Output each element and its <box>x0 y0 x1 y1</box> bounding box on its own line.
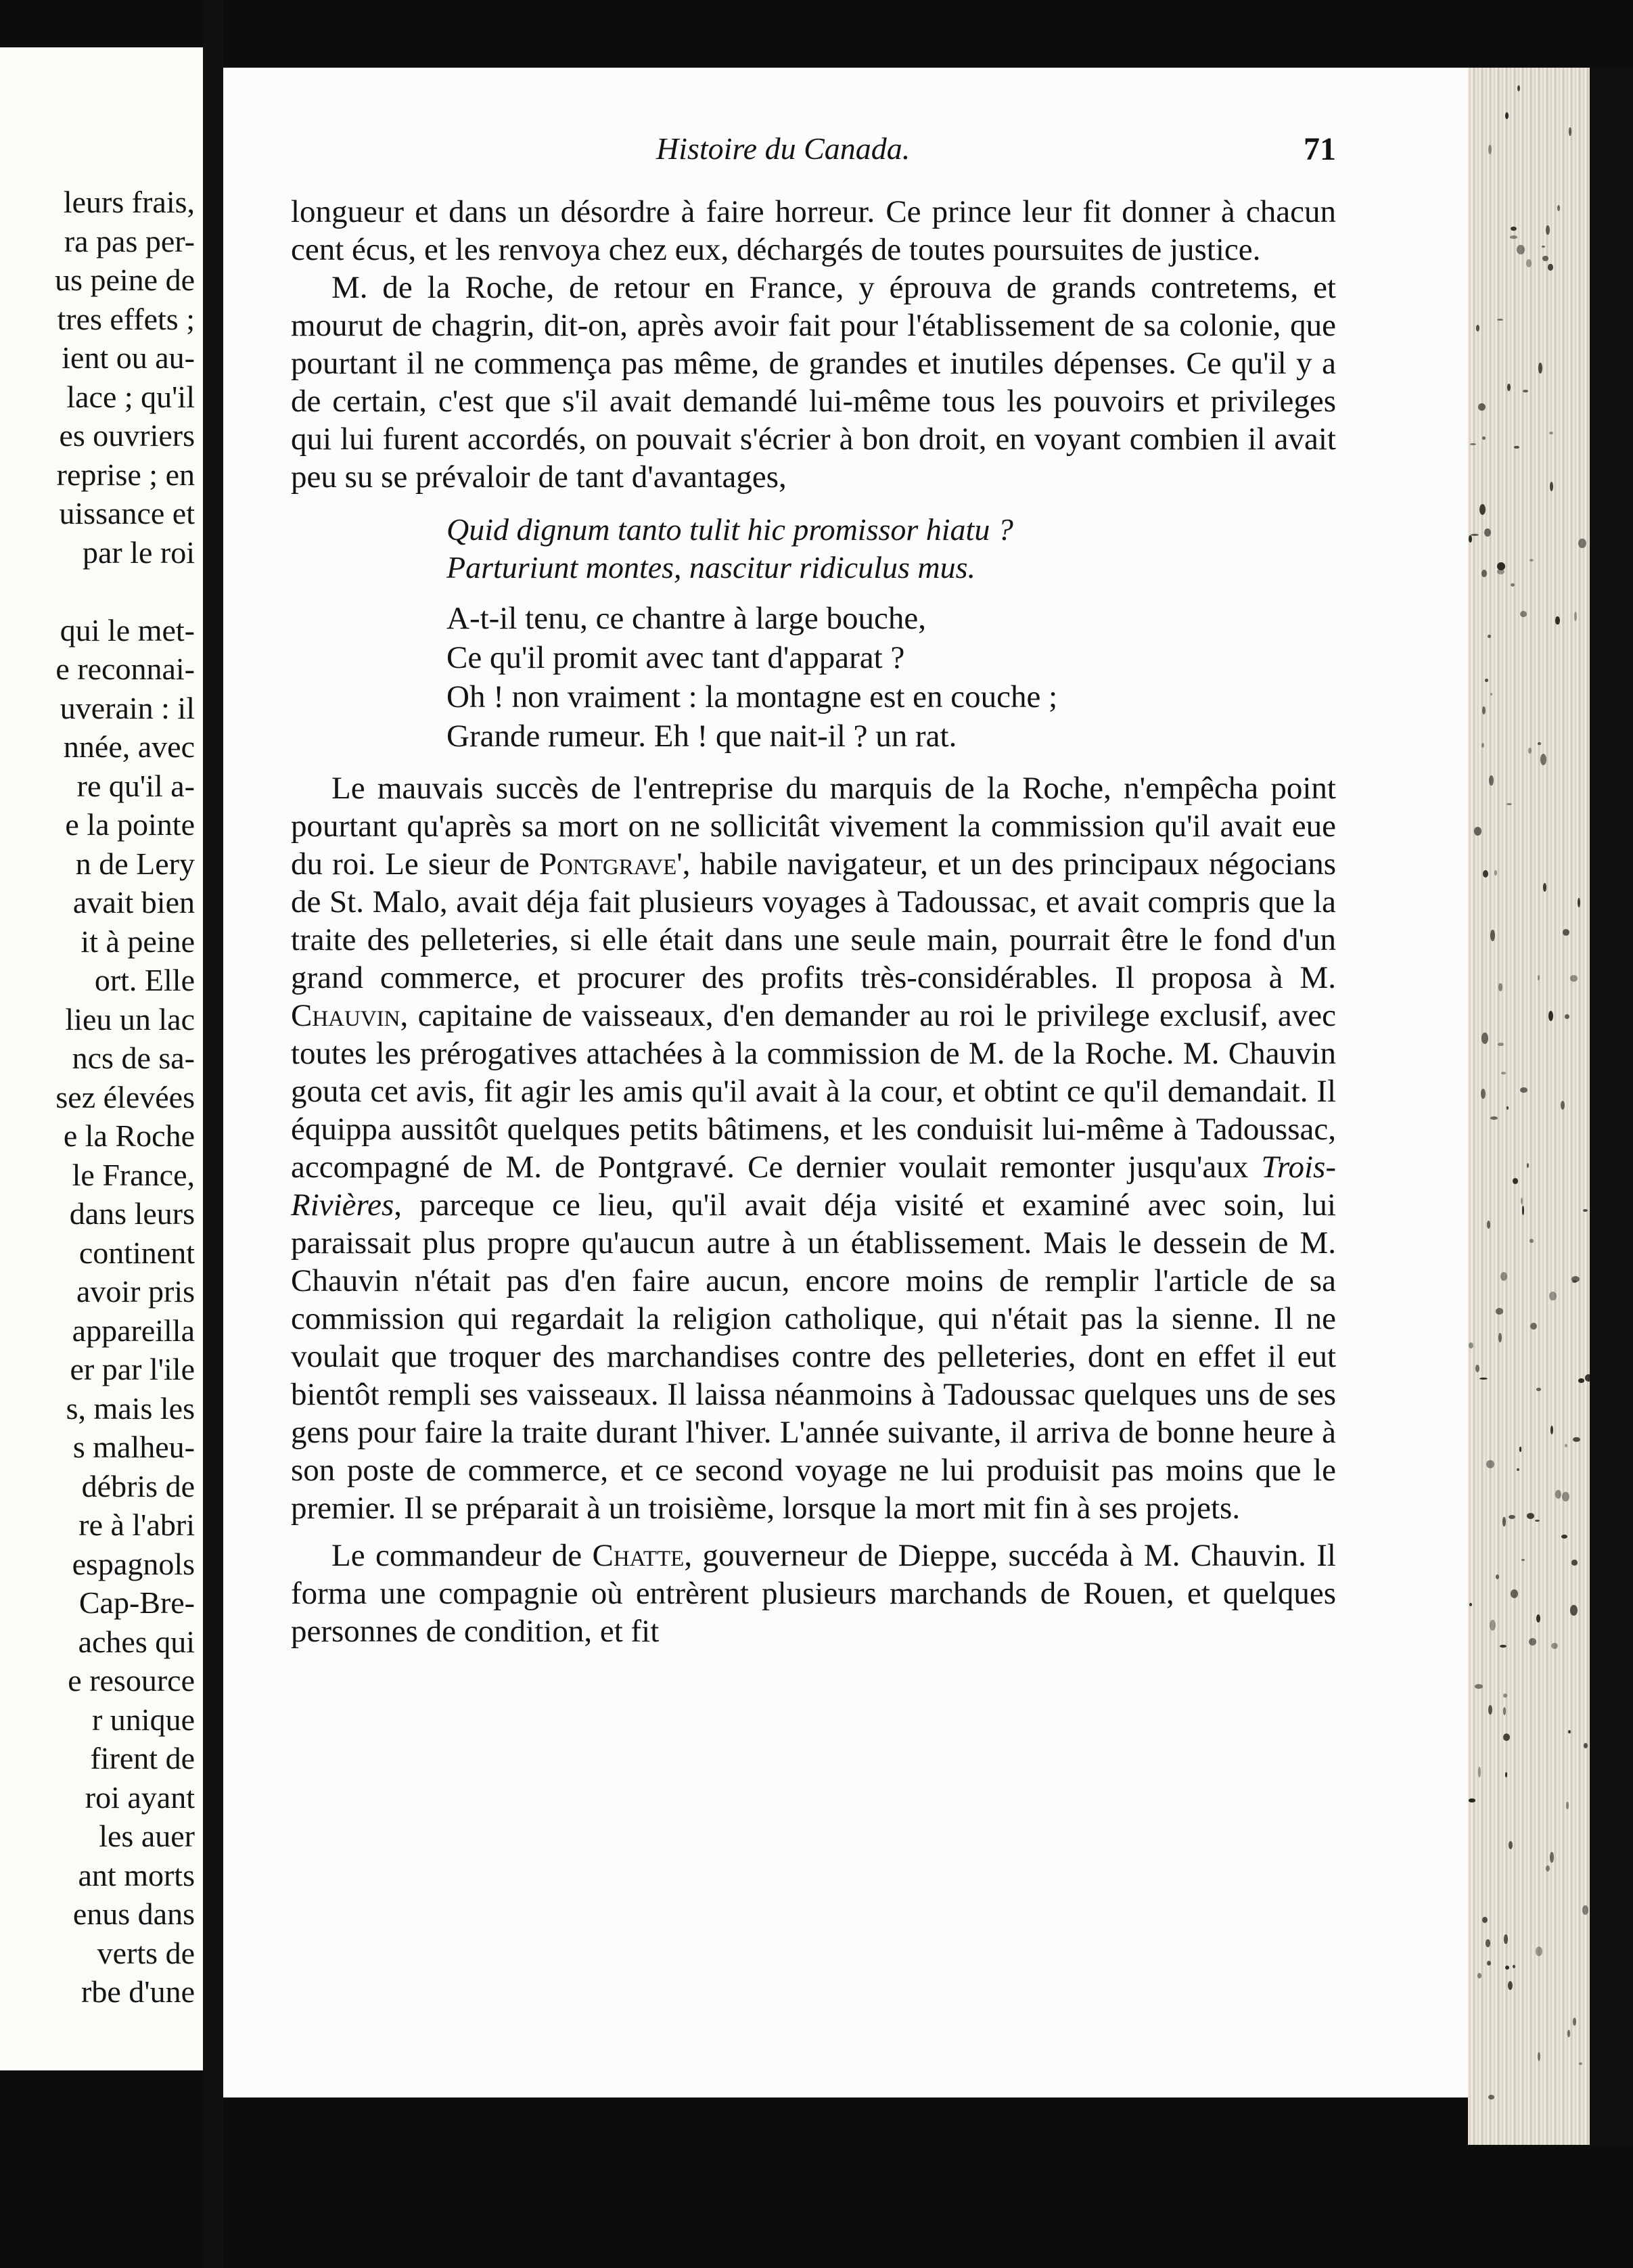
foxing-speck <box>1502 1517 1506 1527</box>
left-page-line: e resource <box>68 1663 195 1698</box>
left-page-line: appareilla <box>72 1313 195 1348</box>
foxing-speck <box>1488 1705 1492 1715</box>
left-page-line: us peine de <box>55 263 195 297</box>
foxing-speck <box>1500 1272 1507 1281</box>
foxing-speck <box>1506 803 1512 805</box>
foxing-speck <box>1536 1388 1541 1391</box>
left-page-line: er par l'ile <box>70 1352 195 1386</box>
main-text <box>291 193 1336 1650</box>
foxing-speck <box>1503 1694 1507 1698</box>
foxing-speck <box>1517 1468 1519 1471</box>
p3-text: , habile navigateur, et un des principaux négocians de St. Malo, avait déja fait plusieurs voyages à Tadoussac, et avait compris que la traite des pelleteries, si elle était dans une seule main, pourrait être le fond d'un grand commerce, et procurer des profits très-considérables. Il proposa à M. <box>291 846 1336 995</box>
foxing-speck <box>1573 1437 1581 1442</box>
foxing-speck <box>1470 443 1476 445</box>
foxing-speck <box>1538 363 1542 373</box>
foxing-speck <box>1498 983 1503 991</box>
page-header <box>291 131 1336 178</box>
paragraph-4 <box>291 1537 1336 1650</box>
foxing-speck <box>1481 743 1484 748</box>
left-page-line: s, mais les <box>66 1390 195 1426</box>
foxing-speck <box>1563 929 1570 936</box>
foxing-speck <box>1503 1733 1510 1741</box>
foxing-speck <box>1508 1981 1513 1990</box>
p4-text: Le commandeur de <box>331 1538 593 1573</box>
foxing-speck <box>1488 2095 1494 2100</box>
paragraph-1: longueur et dans un désordre à faire horreur. Ce prince leur fit donner à chacun cent écus, et les renvoya chez eux, déchargés de toutes poursuites de justice. <box>291 194 1336 267</box>
foxing-speck <box>1505 1966 1509 1970</box>
foxing-speck <box>1527 1163 1530 1168</box>
left-page-line: e reconnai- <box>55 652 195 686</box>
left-page-line: Cap-Bre- <box>78 1585 195 1620</box>
left-page-line: firent de <box>90 1741 195 1775</box>
foxing-speck <box>1555 616 1560 625</box>
foxing-speck <box>1542 256 1548 261</box>
foxing-speck <box>1536 1614 1540 1623</box>
foxing-speck <box>1561 1101 1565 1110</box>
foxing-speck <box>1500 1645 1506 1648</box>
foxing-speck <box>1582 1905 1588 1915</box>
left-page-line: avait bien <box>72 885 195 920</box>
foxing-speck <box>1507 384 1511 391</box>
p3-text: Le mauvais succès de l'entreprise du marquis de la Roche, n'empêcha point pourtant qu'après sa mort on ne sollicitât vivement la commission qu'il avait eue du roi. Le sieur de <box>291 771 1336 882</box>
foxing-speck <box>1481 1033 1488 1044</box>
left-page-line: reprise ; en <box>56 457 195 492</box>
left-page-line: s malheu- <box>72 1430 195 1464</box>
left-page-line: par le roi <box>82 535 195 570</box>
left-page-line: lieu un lac <box>65 1001 195 1037</box>
foxing-speck <box>1490 1620 1496 1631</box>
name-pontgrave: Pontgrave' <box>538 846 683 882</box>
foxing-speck <box>1565 1444 1567 1447</box>
verse-line: Ce qu'il promit avec tant d'apparat ? <box>446 640 905 675</box>
foxing-speck <box>1550 482 1553 491</box>
foxing-speck <box>1481 570 1486 577</box>
left-page-line: ant morts <box>78 1857 195 1892</box>
place-trois-rivieres: Trois-Rivières <box>291 1150 1336 1223</box>
left-page-line: enus dans <box>72 1897 195 1931</box>
foxing-speck <box>1573 2018 1576 2026</box>
foxing-speck <box>1504 1934 1507 1943</box>
foxing-speck <box>1505 1772 1507 1777</box>
p4-text: , gouverneur de Dieppe, succéda à M. Chauvin. Il forma une compagnie où entrèrent plusieurs marchands de Rouen, et quelques personnes de condition, et fit <box>291 1538 1336 1649</box>
foxing-speck <box>1578 1378 1585 1383</box>
foxing-speck <box>1542 246 1544 248</box>
foxing-speck <box>1520 1087 1528 1093</box>
left-page-line: ra pas per- <box>64 223 195 258</box>
left-page-line: es ouvriers <box>59 418 195 453</box>
foxing-speck <box>1481 1089 1486 1099</box>
foxing-speck <box>1505 112 1509 119</box>
foxing-speck <box>1479 504 1486 515</box>
foxing-speck <box>1571 1560 1578 1566</box>
foxing-speck <box>1568 1730 1571 1733</box>
left-page-line: r unique <box>91 1702 195 1737</box>
foxing-speck <box>1546 225 1550 235</box>
left-page-line: re qu'il a- <box>76 768 195 803</box>
left-facing-page <box>0 47 203 2070</box>
foxing-speck <box>1488 145 1492 155</box>
foxing-speck <box>1550 1852 1554 1863</box>
left-page-line: aches qui <box>78 1624 195 1659</box>
latin-quote <box>446 511 1336 587</box>
foxing-speck <box>1511 227 1517 231</box>
foxing-speck <box>1557 205 1560 211</box>
foxing-speck <box>1509 1515 1515 1519</box>
foxing-speck <box>1511 1589 1518 1597</box>
left-page-line: avoir pris <box>76 1274 195 1309</box>
foxing-speck <box>1469 1603 1472 1606</box>
left-page-line: uissance et <box>59 496 195 530</box>
foxing-speck <box>1546 1865 1550 1872</box>
foxing-speck <box>1550 1426 1553 1434</box>
foxing-speck <box>1549 1292 1557 1300</box>
foxing-speck <box>1479 1378 1488 1380</box>
foxing-speck <box>1511 583 1515 587</box>
foxing-speck <box>1523 390 1528 392</box>
foxing-speck <box>1486 1939 1491 1947</box>
foxing-speck <box>1475 1684 1483 1689</box>
foxing-speck <box>1551 1643 1558 1649</box>
foxing-speck <box>1490 693 1493 696</box>
name-chauvin: Chauvin <box>291 998 400 1033</box>
foxing-speck <box>1538 742 1540 745</box>
left-page-line: tres effets ; <box>57 301 195 336</box>
foxing-speck <box>1490 930 1495 940</box>
foxing-speck <box>1496 1574 1500 1580</box>
left-page-line: sez élevées <box>55 1079 195 1114</box>
left-page-line: les auer <box>99 1819 195 1853</box>
foxing-speck <box>1487 1221 1490 1229</box>
foxing-speck <box>1530 1239 1534 1243</box>
foxing-speck <box>1574 612 1577 621</box>
foxing-speck <box>1469 1798 1476 1802</box>
name-chatte: Chatte <box>592 1538 685 1573</box>
left-page-line: espagnols <box>72 1546 195 1581</box>
foxing-speck <box>1487 1961 1491 1966</box>
foxing-speck <box>1561 1535 1567 1539</box>
left-page-line: ncs de sa- <box>72 1041 195 1075</box>
left-page-line: uverain : il <box>60 690 195 725</box>
foxing-speck <box>1583 1209 1588 1212</box>
foxing-speck <box>1555 1490 1561 1499</box>
foxing-speck <box>1579 2062 1582 2065</box>
foxing-speck <box>1506 1106 1509 1110</box>
foxing-speck <box>1488 635 1490 638</box>
foxing-speck <box>1520 611 1527 617</box>
foxing-speck <box>1509 1841 1513 1849</box>
foxing-speck <box>1494 870 1497 876</box>
foxing-speck <box>1570 1605 1578 1616</box>
foxing-speck <box>1522 1206 1525 1215</box>
foxing-speck <box>1566 1802 1568 1809</box>
foxing-speck <box>1535 1520 1540 1522</box>
foxing-speck <box>1538 975 1540 980</box>
left-page-line: débris de <box>81 1468 195 1503</box>
foxing-speck <box>1476 325 1479 332</box>
foxing-speck <box>1501 1072 1506 1074</box>
page-edge-shadow <box>1590 68 1633 2145</box>
left-page-line: rbe d'une <box>81 1974 195 2009</box>
latin-line: Quid dignum tanto tulit hic promissor hiatu ? <box>446 512 1013 547</box>
foxing-speck <box>1471 534 1479 536</box>
foxing-speck <box>1482 436 1486 440</box>
foxing-speck <box>1478 1767 1481 1778</box>
foxing-speck <box>1538 2052 1540 2061</box>
foxing-speck <box>1543 883 1546 892</box>
foxing-speck <box>1569 127 1571 136</box>
left-page-line: lace ; qu'il <box>66 379 195 414</box>
foxing-speck <box>1517 245 1525 254</box>
foxing-speck <box>1496 1308 1503 1315</box>
foxing-speck <box>1521 1198 1523 1204</box>
foxing-speck <box>1485 679 1489 682</box>
foxing-speck <box>1567 2030 1570 2037</box>
foxing-speck <box>1489 775 1494 786</box>
left-page-line: n de Lery <box>75 846 195 881</box>
left-page-line: roi ayant <box>85 1779 195 1815</box>
foxing-speck <box>1548 1011 1553 1022</box>
foxing-speck <box>1510 235 1517 238</box>
left-page-line: it à peine <box>80 924 195 959</box>
foxing-speck <box>1503 1707 1506 1715</box>
foxing-speck <box>1477 1973 1481 1978</box>
foxing-speck <box>1486 1460 1494 1468</box>
foxing-speck <box>1570 975 1578 981</box>
running-title: Histoire du Canada. <box>656 131 911 166</box>
left-page-line: qui le met- <box>60 612 195 648</box>
foxing-speck <box>1536 1947 1543 1956</box>
foxing-speck <box>1498 1333 1502 1342</box>
foxing-speck <box>1498 1043 1503 1046</box>
page-number: 71 <box>1304 131 1336 167</box>
foxing-speck <box>1469 535 1472 543</box>
foxing-speck <box>1578 539 1586 548</box>
foxing-speck <box>1490 1116 1498 1120</box>
foxing-speck <box>1565 1014 1569 1019</box>
foxing-speck <box>1513 1178 1518 1184</box>
french-verse <box>446 599 1336 756</box>
foxing-speck <box>1584 1743 1588 1748</box>
foxing-speck <box>1549 432 1553 434</box>
foxing-speck <box>1478 403 1486 411</box>
foxing-speck <box>1529 1638 1536 1646</box>
foxing-speck <box>1540 754 1546 765</box>
foxing-speck <box>1527 1513 1534 1519</box>
foxing-speck <box>1519 1447 1522 1451</box>
foxing-speck <box>1474 827 1481 836</box>
verse-line: Oh ! non vraiment : la montagne est en couche ; <box>446 679 1058 715</box>
foxing-speck <box>1571 1276 1580 1282</box>
left-page-text <box>55 183 195 2012</box>
left-page-line: ort. Elle <box>94 963 195 997</box>
foxing-speck <box>1482 1917 1488 1923</box>
p3-text: , capitaine de vaisseaux, d'en demander au roi le privilege exclusif, avec toutes les prérogatives attachées à la commission de M. de la Roche. M. Chauvin gouta cet avis, fit agir les amis qu'il avait à la cour, et obtint ce qu'il demandait. Il équippa aussitôt quelques petits bâtimens, et les conduisit lui-même à Tadoussac, accompagné de M. de Pontgravé. Ce dernier voulait remonter jusqu'aux <box>291 998 1336 1185</box>
foxing-speck <box>1497 562 1505 570</box>
foxing-speck <box>1484 528 1491 537</box>
foxing-speck <box>1475 1365 1479 1373</box>
foxing-speck <box>1514 446 1519 448</box>
paragraph-2: M. de la Roche, de retour en France, y éprouva de grands contretems, et mourut de chagrin, dit-on, après avoir fait pour l'établissement de sa colonie, que pourtant il ne commença pas même, de grandes et inutiles dépenses. Ce qu'il y a de certain, c'est que s'il avait demandé lui-même tous les pouvoirs et privileges qui lui furent accordés, on pouvait s'écrier à bon droit, en voyant combien il avait peu su se prévaloir de tant d'avantages, <box>291 270 1336 495</box>
left-page-line: ient ou au- <box>62 340 195 375</box>
foxing-speck <box>1469 1342 1473 1348</box>
left-page-line: le France, <box>72 1157 195 1192</box>
verse-line: A-t-il tenu, ce chantre à large bouche, <box>446 601 927 636</box>
foxing-speck <box>1513 1965 1515 1968</box>
paragraph-3 <box>291 769 1336 1527</box>
foxing-speck <box>1526 259 1532 267</box>
left-page-line <box>55 572 195 611</box>
foxing-speck <box>1530 559 1534 562</box>
left-page-line: dans leurs <box>69 1196 195 1231</box>
left-page-line: continent <box>78 1235 195 1270</box>
foxing-speck <box>1483 870 1488 878</box>
left-page-line: e la pointe <box>65 807 195 842</box>
latin-line: Parturiunt montes, nascitur ridiculus mus. <box>446 550 976 585</box>
left-page-line: re à l'abri <box>78 1507 195 1542</box>
foxing-speck <box>1497 319 1503 321</box>
left-page-line: e la Roche <box>63 1118 195 1153</box>
gutter <box>203 0 223 2268</box>
p3-text: , parceque ce lieu, qu'il avait déja visité et examiné avec soin, lui paraissait plus propre qu'aucun autre à un établissement. Mais le dessein de M. Chauvin n'était pas d'en faire aucun, encore moins de remplir l'article de sa commission qui regardait la religion catholique, qui n'était pas la sienne. Il ne voulait que troquer des marchandises contre des pelleteries, dont en effet il eut bientôt rempli ses vaisseaux. Il laissa néanmoins à Tadoussac quelques uns de ses gens pour faire la traite durant l'hiver. L'année suivante, il arriva de bonne heure à son poste de commerce, et ce second voyage ne lui produisit pas moins que le premier. Il se préparait à un troisième, lorsque la mort mit fin à ses projets. <box>291 1187 1336 1526</box>
foxing-speck <box>1562 1492 1569 1501</box>
foxing-speck <box>1548 264 1552 271</box>
verse-line: Grande rumeur. Eh ! que nait-il ? un rat. <box>446 719 957 754</box>
left-page-line: leurs frais, <box>63 185 195 219</box>
left-page-line: nnée, avec <box>63 729 195 764</box>
foxing-speck <box>1521 1559 1525 1561</box>
foxing-speck <box>1482 706 1486 715</box>
left-page-line: verts de <box>97 1935 195 1970</box>
foxing-speck <box>1528 748 1532 754</box>
foxing-speck <box>1530 1323 1537 1330</box>
foxing-speck <box>1517 85 1520 92</box>
foxing-speck <box>1578 898 1580 907</box>
